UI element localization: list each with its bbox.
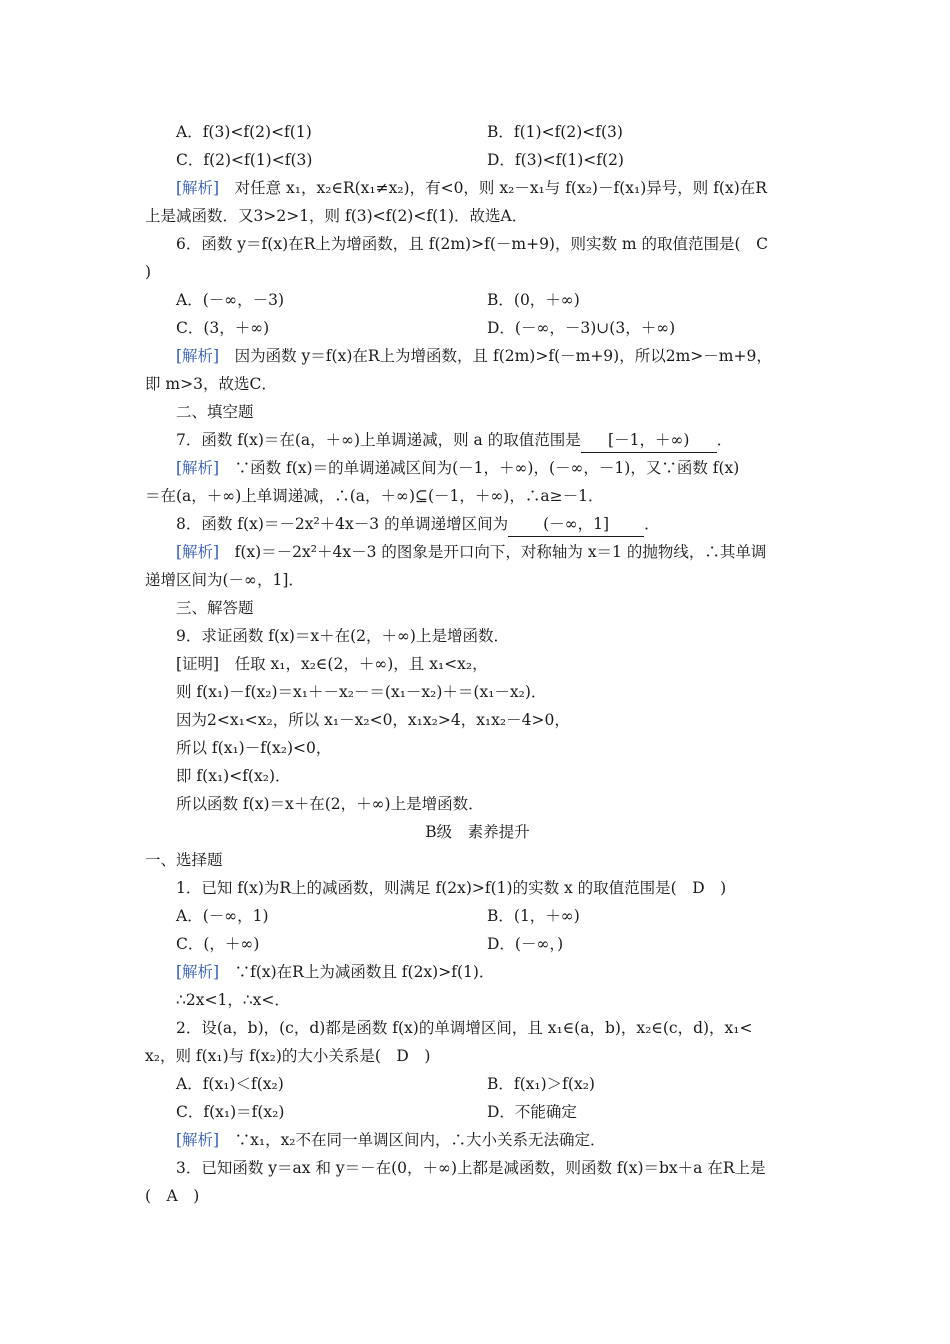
b1-analysis-line-1 bbox=[176, 960, 841, 984]
b1-option-a: A．(－∞，1) bbox=[176, 907, 269, 925]
analysis-tag: [解析] bbox=[176, 543, 220, 561]
q6-analysis-line-1 bbox=[176, 344, 841, 368]
b2-option-d: D．不能确定 bbox=[487, 1103, 577, 1121]
q9-proof-line-1: [证明] 任取 x₁，x₂∈(2，＋∞)，且 x₁<x₂， bbox=[176, 655, 488, 673]
analysis-text: f(x)＝－2x²＋4x－3 的图象是开口向下，对称轴为 x＝1 的抛物线，∴其单调 bbox=[219, 543, 767, 561]
q6-option-a: A．(－∞，－3) bbox=[176, 291, 285, 309]
b2-stem-line-1: 2．设(a，b)，(c，d)都是函数 f(x)的单调增区间，且 x₁∈(a，b)，x₂∈(c，d)，x₁< bbox=[176, 1019, 753, 1037]
b1-stem: 1．已知 f(x)为R上的减函数，则满足 f(2x)>f(1)的实数 x 的取值范围是( D ) bbox=[176, 879, 727, 897]
b1-option-b: B．(1，＋∞) bbox=[487, 907, 580, 925]
section-heading-solve: 三、解答题 bbox=[176, 599, 254, 617]
q5-option-c: C．f(2)<f(1)<f(3) bbox=[176, 151, 313, 169]
b3-stem-line-2: ( A ) bbox=[145, 1187, 200, 1205]
q9-proof-line-5: 即 f(x₁)<f(x₂)． bbox=[176, 767, 291, 785]
q8-stem-text: 8．函数 f(x)＝－2x²＋4x－3 的单调递增区间为 bbox=[176, 515, 509, 533]
analysis-tag: [解析] bbox=[176, 179, 220, 197]
b1-analysis-line-2: ∴2x<1，∴x<． bbox=[176, 991, 290, 1009]
b1-option-c: C．(，＋∞) bbox=[176, 935, 260, 953]
section-heading-fill-blank: 二、填空题 bbox=[176, 403, 254, 421]
q5-analysis-line-2: 上是减函数．又3>2>1，则 f(3)<f(2)<f(1)．故选A． bbox=[145, 207, 528, 225]
q6-stem-line-1: 6．函数 y＝f(x)在R上为增函数，且 f(2m)>f(－m+9)，则实数 m 的取值范围是( C bbox=[176, 235, 768, 253]
q5-option-a: A．f(3)<f(2)<f(1) bbox=[176, 123, 312, 141]
q7-stem-text: 7．函数 f(x)＝在(a，＋∞)上单调递减，则 a 的取值范围是 bbox=[176, 431, 581, 449]
q8-stem bbox=[176, 512, 841, 536]
b3-stem-line-1: 3．已知函数 y＝ax 和 y＝－在(0，＋∞)上都是减函数，则函数 f(x)＝bx＋a 在R上是 bbox=[176, 1159, 766, 1177]
q7-answer-blank: [－1，＋∞) bbox=[581, 428, 717, 453]
q6-option-c: C．(3，＋∞) bbox=[176, 319, 270, 337]
level-b-heading: B级 素养提升 bbox=[425, 823, 530, 841]
analysis-text: 对任意 x₁，x₂∈R(x₁≠x₂)，有<0，则 x₂－x₁与 f(x₂)－f(x₁)异号，则 f(x)在R bbox=[219, 179, 767, 197]
q5-analysis-line-1 bbox=[176, 176, 841, 200]
q7-stem-end: ． bbox=[716, 431, 733, 449]
q8-analysis-line-1 bbox=[176, 540, 841, 564]
q8-answer-blank: (－∞，1] bbox=[508, 512, 644, 537]
q9-proof-line-6: 所以函数 f(x)＝x＋在(2，＋∞)上是增函数． bbox=[176, 795, 484, 813]
b2-analysis-line-1 bbox=[176, 1128, 841, 1152]
q5-option-b: B．f(1)<f(2)<f(3) bbox=[487, 123, 623, 141]
analysis-text: ∵f(x)在R上为减函数且 f(2x)>f(1)． bbox=[219, 963, 495, 981]
q6-analysis-line-2: 即 m>3，故选C． bbox=[145, 375, 277, 393]
q9-proof-line-2: 则 f(x₁)－f(x₂)＝x₁＋－x₂－＝(x₁－x₂)＋＝(x₁－x₂)． bbox=[176, 683, 547, 701]
b2-stem-line-2: x₂，则 f(x₁)与 f(x₂)的大小关系是( D ) bbox=[145, 1047, 431, 1065]
q8-stem-end: ． bbox=[644, 515, 660, 533]
b2-option-a: A．f(x₁)＜f(x₂) bbox=[176, 1075, 284, 1093]
q9-stem: 9．求证函数 f(x)＝x＋在(2，＋∞)上是增函数． bbox=[176, 627, 509, 645]
b2-option-b: B．f(x₁)＞f(x₂) bbox=[487, 1075, 595, 1093]
q8-analysis-line-2: 递增区间为(－∞，1]． bbox=[145, 571, 304, 589]
analysis-text: ∵函数 f(x)＝的单调递减区间为(－1，＋∞)，(－∞，－1)，又∵函数 f(x) bbox=[219, 459, 740, 477]
q9-proof-line-4: 所以 f(x₁)－f(x₂)<0， bbox=[176, 739, 332, 757]
analysis-text: ∵x₁，x₂不在同一单调区间内，∴大小关系无法确定． bbox=[219, 1131, 606, 1149]
q7-analysis-line-1 bbox=[176, 456, 841, 480]
q9-proof-line-3: 因为2<x₁<x₂，所以 x₁－x₂<0，x₁x₂>4，x₁x₂－4>0， bbox=[176, 711, 570, 729]
b2-option-c: C．f(x₁)＝f(x₂) bbox=[176, 1103, 285, 1121]
analysis-tag: [解析] bbox=[176, 1131, 220, 1149]
q7-stem bbox=[176, 428, 841, 452]
b1-option-d: D．(－∞，) bbox=[487, 935, 564, 953]
analysis-tag: [解析] bbox=[176, 459, 220, 477]
analysis-tag: [解析] bbox=[176, 963, 220, 981]
q6-stem-line-2: ) bbox=[145, 263, 152, 281]
q6-option-b: B．(0，＋∞) bbox=[487, 291, 580, 309]
analysis-text: 因为函数 y＝f(x)在R上为增函数，且 f(2m)>f(－m+9)，所以2m>－m+9， bbox=[219, 347, 772, 365]
q6-option-d: D．(－∞，－3)∪(3，＋∞) bbox=[487, 319, 676, 337]
q5-option-d: D．f(3)<f(1)<f(2) bbox=[487, 151, 624, 169]
q7-analysis-line-2: ＝在(a，＋∞)上单调递减，∴(a，＋∞)⊆(－1，＋∞)，∴a≥－1． bbox=[145, 487, 604, 505]
analysis-tag: [解析] bbox=[176, 347, 220, 365]
section-heading-choice: 一、选择题 bbox=[145, 851, 223, 869]
